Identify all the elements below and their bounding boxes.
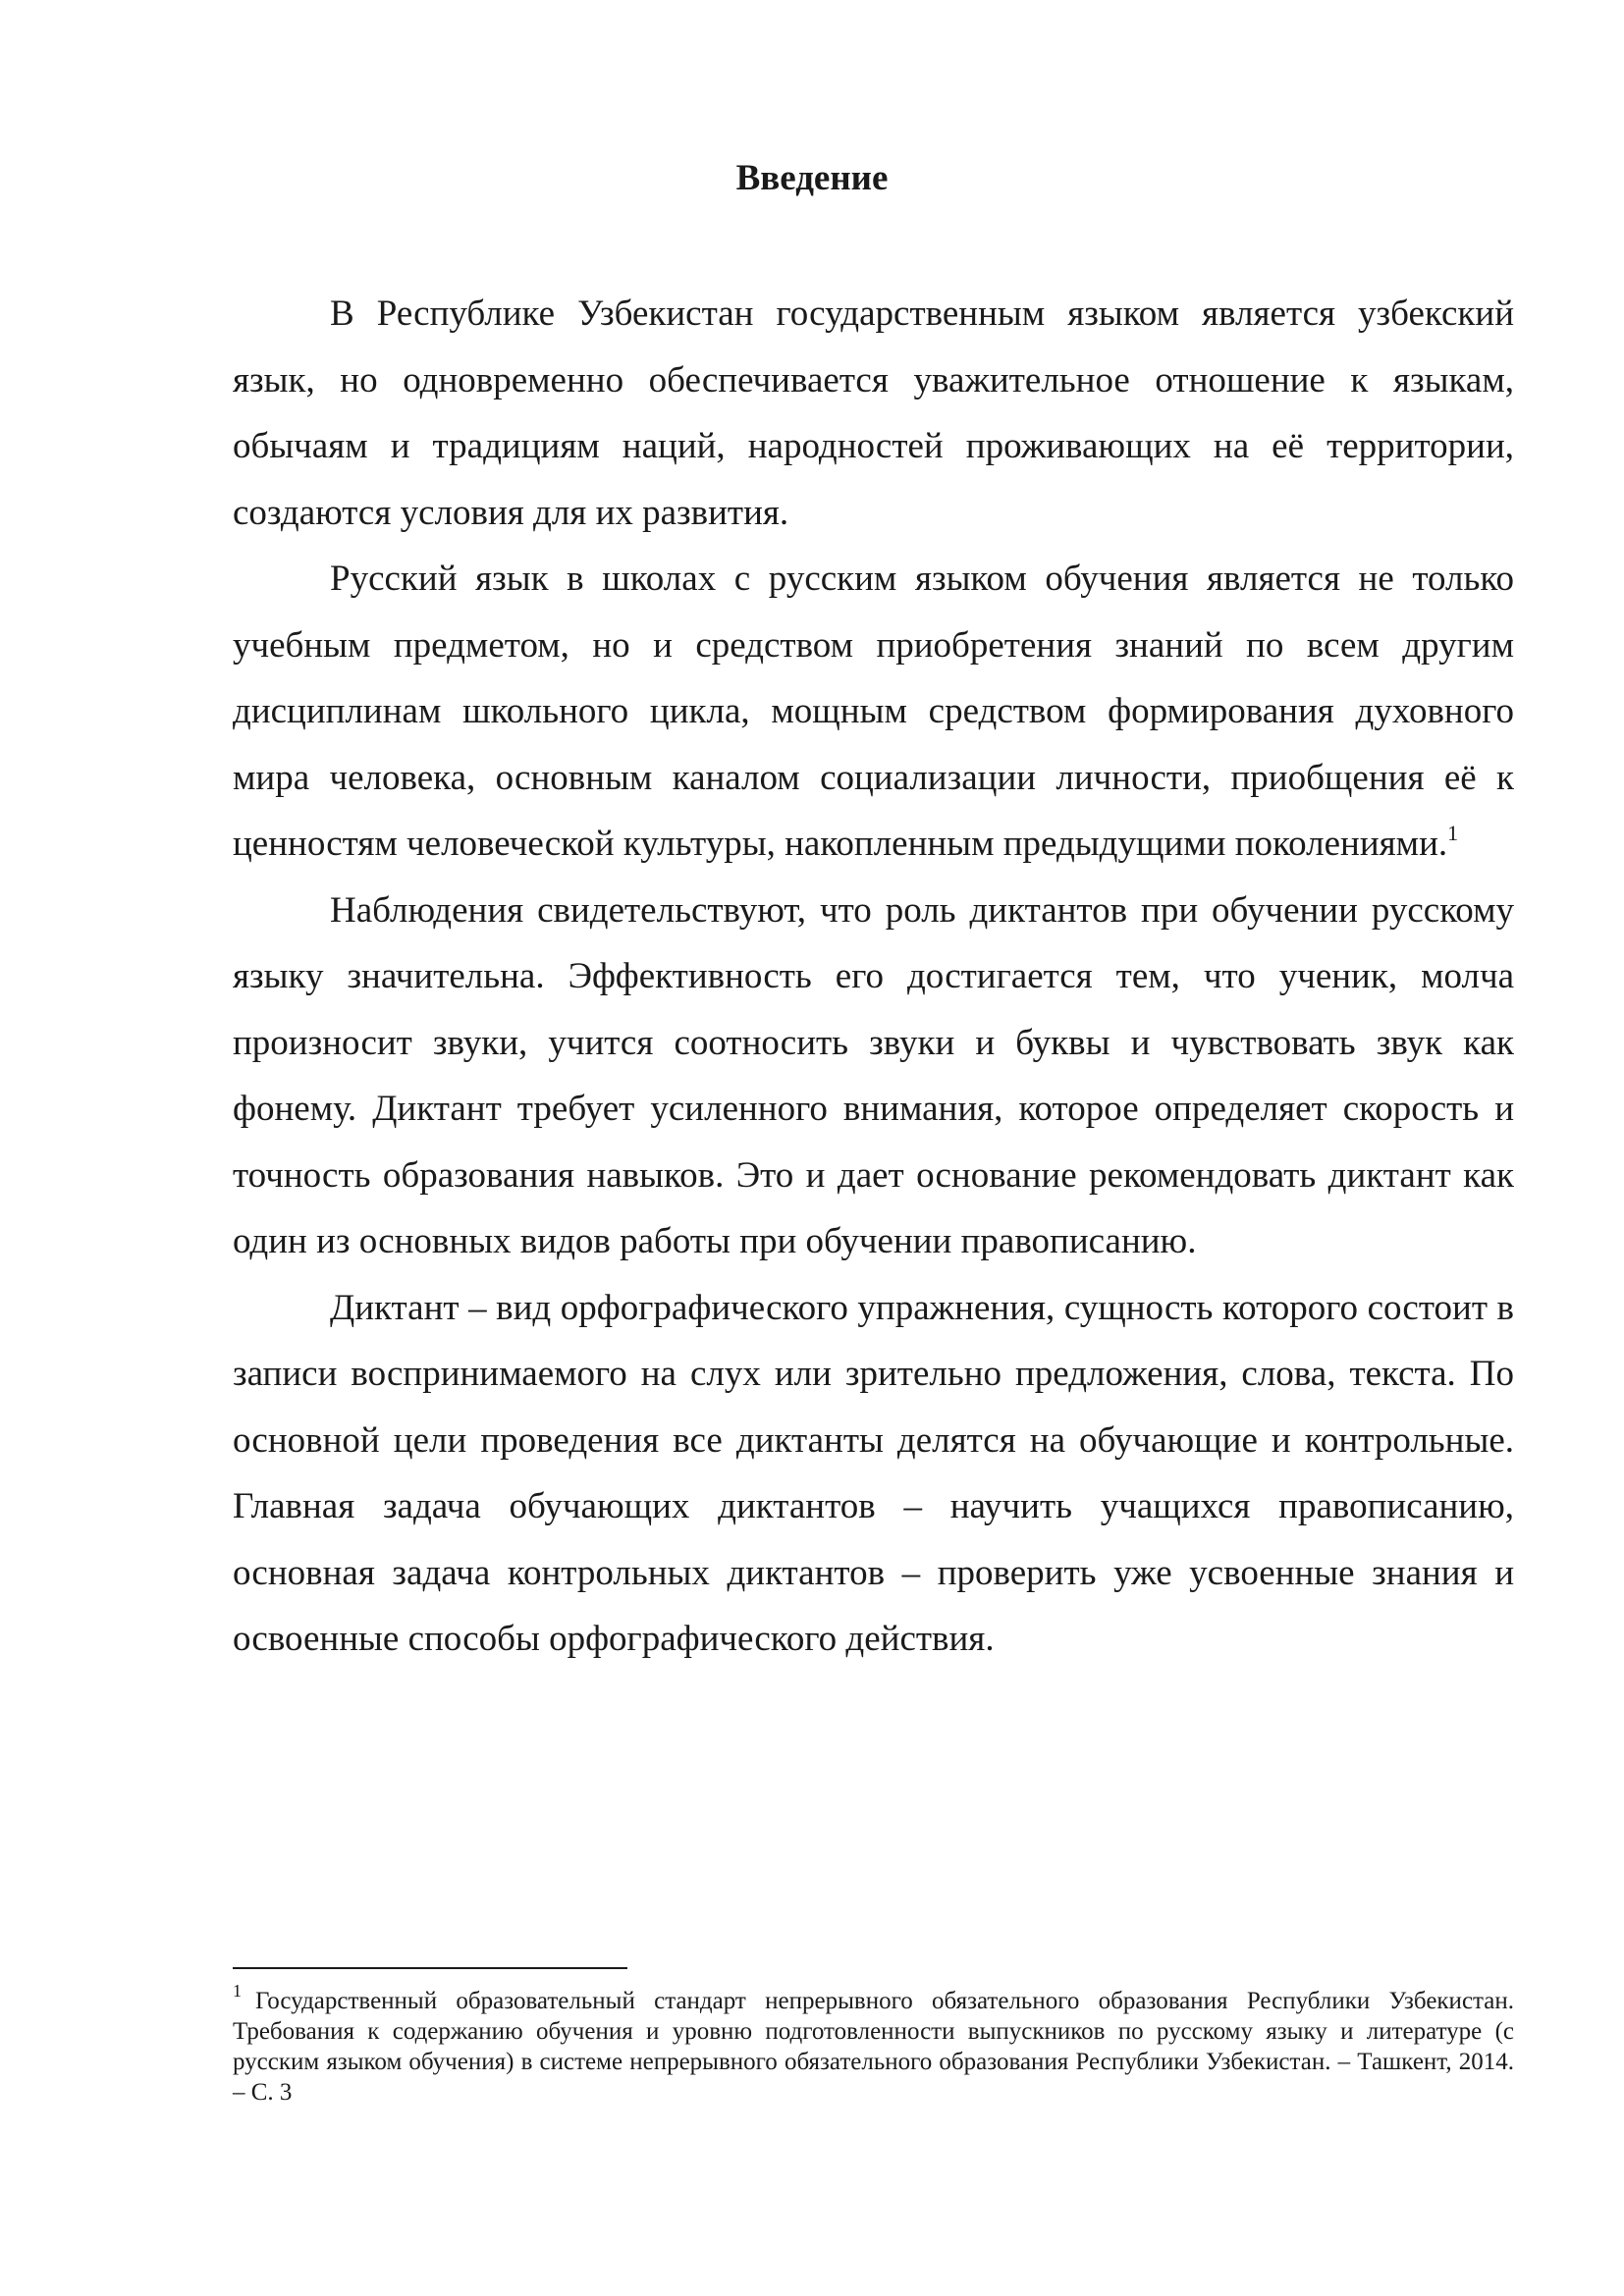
paragraph-4-text: Диктант – вид орфографического упражнения, сущность которого состоит в записи воспринимаемого на слух или зрительно предложения, слова, текста. По основной цели проведения все диктанты делятся на обучающие и контрольные. Главная задача обучающих диктантов – научить учащихся правописанию, основная задача контрольных диктантов – проверить уже усвоенные знания и освоенные способы орфографического действия. bbox=[233, 1287, 1514, 1659]
paragraph-1-text: В Республике Узбекистан государственным языком является узбекский язык, но одновременно обеспечивается уважительное отношение к языкам, обычаям и традициям наций, народностей проживающих на её территории, создаются условия для их развития. bbox=[233, 294, 1514, 533]
paragraph-4 bbox=[233, 1275, 1514, 1673]
paragraph-1 bbox=[233, 281, 1514, 546]
footnote-text: Государственный образовательный стандарт непрерывного обязательного образования Республики Узбекистан. Требования к содержанию обучения и уровню подготовленности выпускников по русскому языку и литературе (с русским языком обучения) в системе непрерывного обязательного образования Республики Узбекистан. – Ташкент, 2014. – С. 3 bbox=[233, 1988, 1514, 2106]
paragraph-3-text: Наблюдения свидетельствуют, что роль диктантов при обучении русскому языку значительна. Эффективность его достигается тем, что ученик, молча произносит звуки, учится соотносить звуки и буквы и чувствовать звук как фонему. Диктант требует усиленного внимания, которое определяет скорость и точность образования навыков. Это и дает основание рекомендовать диктант как один из основных видов работы при обучении правописанию. bbox=[233, 889, 1514, 1261]
footnote-paragraph bbox=[233, 1981, 1514, 2108]
body-text bbox=[233, 281, 1514, 1673]
footnote-number: 1 bbox=[233, 1981, 242, 2001]
page-title: Введение bbox=[735, 158, 889, 198]
footnote-divider bbox=[233, 1967, 627, 1969]
paragraph-3 bbox=[233, 878, 1514, 1275]
paragraph-2-text: Русский язык в школах с русским языком обучения является не только учебным предметом, но и средством приобретения знаний по всем другим дисциплинам школьного цикла, мощным средством формирования духовного мира человека, основным каналом социализации личности, приобщения её к ценностям человеческой культуры, накопленным предыдущими поколениями. bbox=[233, 559, 1514, 864]
footnote-reference[interactable]: 1 bbox=[1447, 821, 1459, 845]
paragraph-2 bbox=[233, 546, 1514, 878]
footnote bbox=[233, 1981, 1514, 2108]
